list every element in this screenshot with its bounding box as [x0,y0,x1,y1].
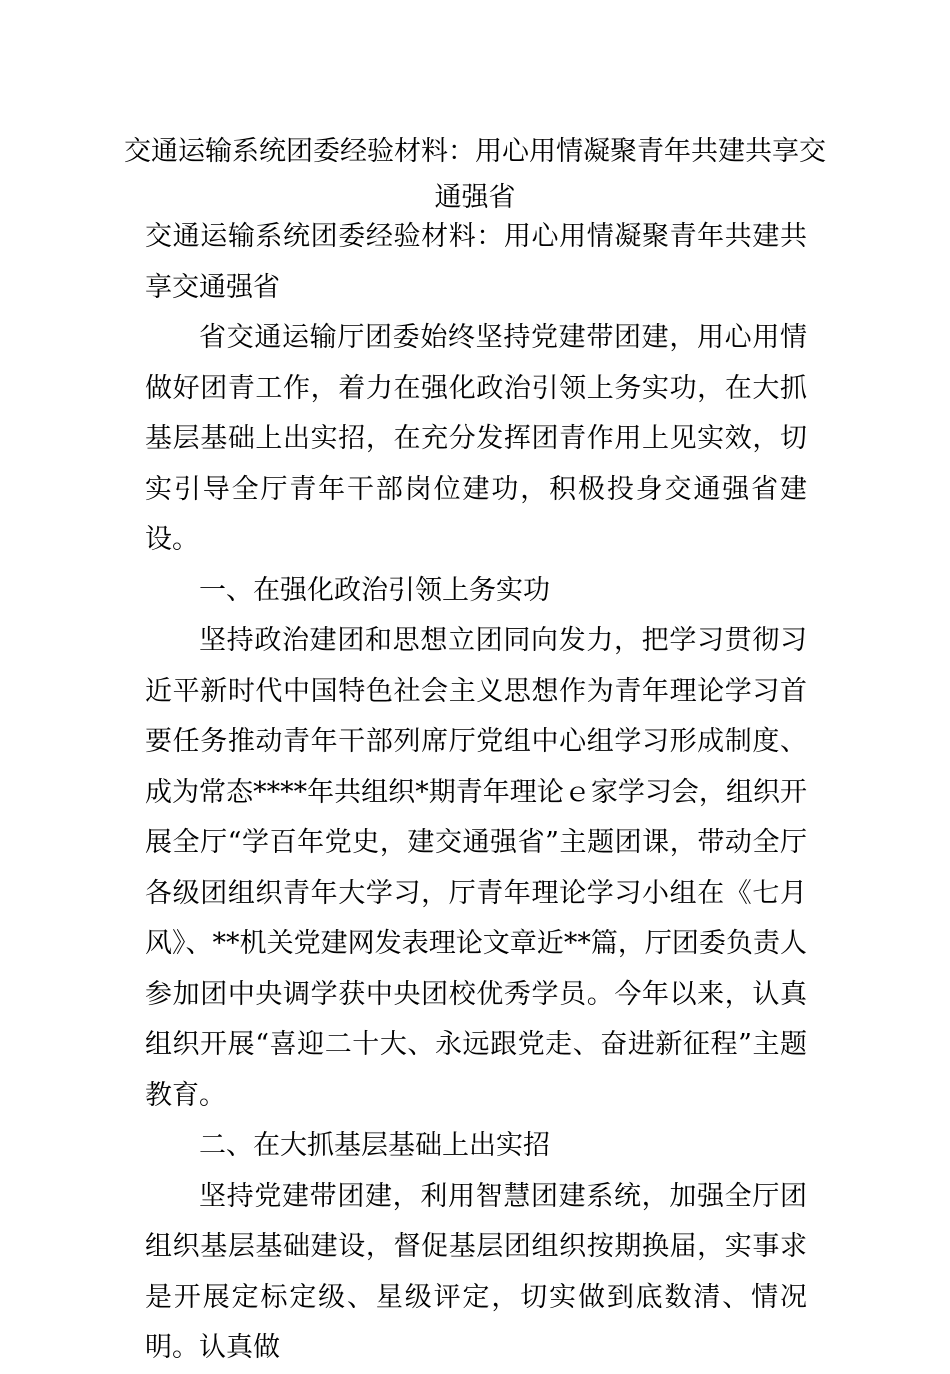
intro-paragraph: 省交通运输厅团委始终坚持党建带团建，用心用情做好团青工作，着力在强化政治引领上务实功，在大抓基层基础上出实招，在充分发挥团青作用上见实效，切实引导全厅青年干部岗位建功，积极投身交通强省建设。 [145,322,807,555]
section-2-paragraph: 坚持党建带团建，利用智慧团建系统，加强全厅团组织基层基础建设，督促基层团组织按期换届，实事求是开展定标定级、星级评定，切实做到底数清、情况明。认真做 [145,1180,807,1363]
section-heading-1: 一、在强化政治引领上务实功 [199,574,550,606]
document-title: 交通运输系统团委经验材料：用心用情凝聚青年共建共享交通强省 [124,136,826,213]
section-heading-2: 二、在大抓基层基础上出实招 [199,1130,550,1161]
document-body [145,212,807,1374]
repeated-title-line: 交通运输系统团委经验材料：用心用情凝聚青年共建共享交通强省 [145,221,807,303]
section-1-paragraph: 坚持政治建团和思想立团同向发力，把学习贯彻习近平新时代中国特色社会主义思想作为青年理论学习首要任务推动青年干部列席厅党组中心组学习形成制度、成为常态****年共组织*期青年理论ｅ家学习会，组织开展全厅“学百年党史，建交通强省”主题团课，带动全厅各级团组织青年大学习，厅青年理论学习小组在《七月风》、**机关党建网发表理论文章近**篇，厅团委负责人参加团中央调学获中央团校优秀学员。今年以来，认真组织开展“喜迎二十大、永远跟党走、奋进新征程”主题教育。 [145,625,807,1111]
